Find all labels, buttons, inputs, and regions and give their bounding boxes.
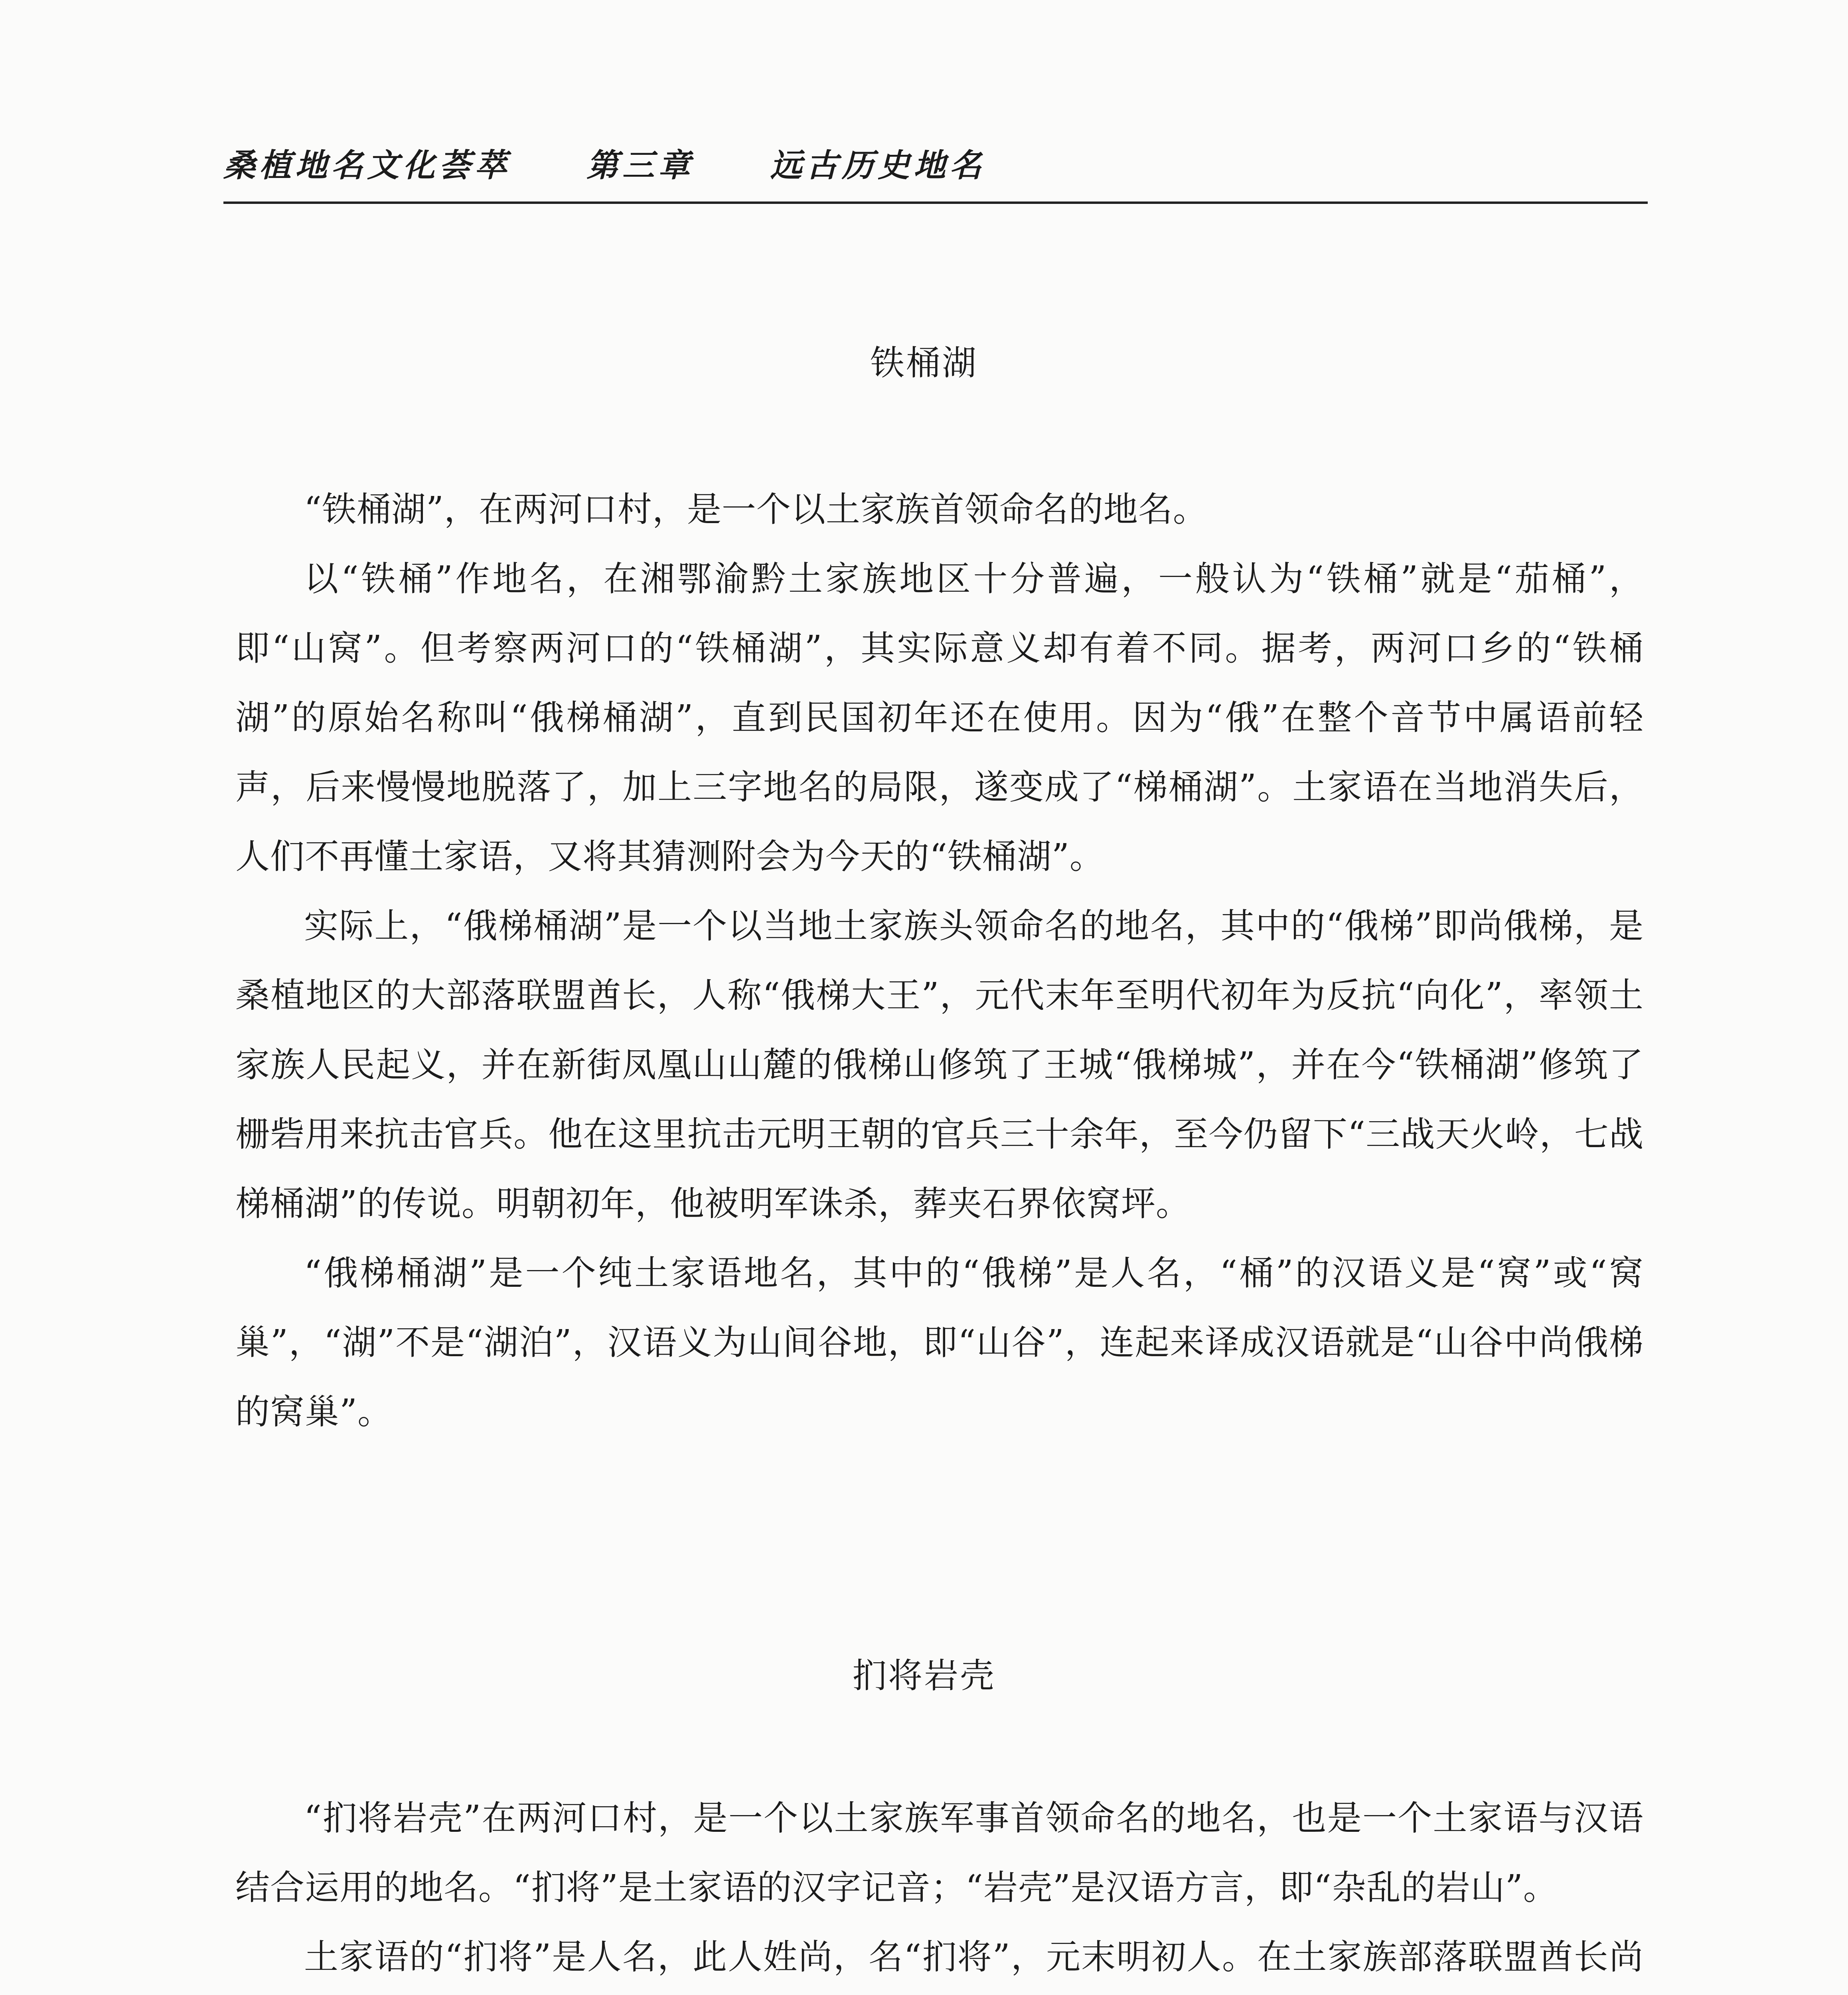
section-body-menjiangyanke	[235, 1784, 1644, 1995]
running-header	[223, 140, 985, 186]
paragraph: 实际上，“俄梯桶湖”是一个以当地土家族头领命名的地名，其中的“俄梯”即尚俄梯，是桑植地区的大部落联盟酋长，人称“俄梯大王”，元代末年至明代初年为反抗“向化”，率领土家族人民起义，并在新街凤凰山山麓的俄梯山修筑了王城“俄梯城”，并在今“铁桶湖”修筑了栅砦用来抗击官兵。他在这里抗击元明王朝的官兵三十余年，至今仍留下“三战天火岭，七战梯桶湖”的传说。明朝初年，他被明军诛杀，葬夹石界依窝坪。	[235, 906, 1644, 1224]
header-rule	[223, 201, 1648, 204]
section-body-tietonghu	[235, 475, 1644, 1447]
header-chapter: 第三章	[586, 146, 694, 184]
paragraph: 土家语的“扪将”是人名，此人姓尚，名“扪将”，元末明初人。在土家族部落联盟酋长尚	[304, 1937, 1644, 1977]
paragraph: “扪将岩壳”在两河口村，是一个以土家族军事首领命名的地名，也是一个土家语与汉语结合运用的地名。“扪将”是土家语的汉字记音；“岩壳”是汉语方言，即“杂乱的岩山”。	[235, 1798, 1644, 1908]
header-section: 远古历史地名	[770, 146, 985, 184]
section-title-menjiangyanke: 扪将岩壳	[852, 1656, 996, 1696]
paragraph: “铁桶湖”，在两河口村，是一个以土家族首领命名的地名。	[304, 490, 1208, 529]
paragraph: “俄梯桶湖”是一个纯土家语地名，其中的“俄梯”是人名，“桶”的汉语义是“窝”或“窝巢”，“湖”不是“湖泊”，汉语义为山间谷地，即“山谷”，连起来译成汉语就是“山谷中尚俄梯的窝巢”。	[235, 1253, 1644, 1432]
section-title-tietonghu: 铁桶湖	[870, 343, 978, 383]
paragraph: 以“铁桶”作地名，在湘鄂渝黔土家族地区十分普遍，一般认为“铁桶”就是“茄桶”，即“山窝”。但考察两河口的“铁桶湖”，其实际意义却有着不同。据考，两河口乡的“铁桶湖”的原始名称叫“俄梯桶湖”，直到民国初年还在使用。因为“俄”在整个音节中属语前轻声，后来慢慢地脱落了，加上三字地名的局限，遂变成了“梯桶湖”。土家语在当地消失后，人们不再懂土家语，又将其猜测附会为今天的“铁桶湖”。	[235, 559, 1644, 877]
header-book-title: 桑植地名文化荟萃	[223, 146, 511, 184]
